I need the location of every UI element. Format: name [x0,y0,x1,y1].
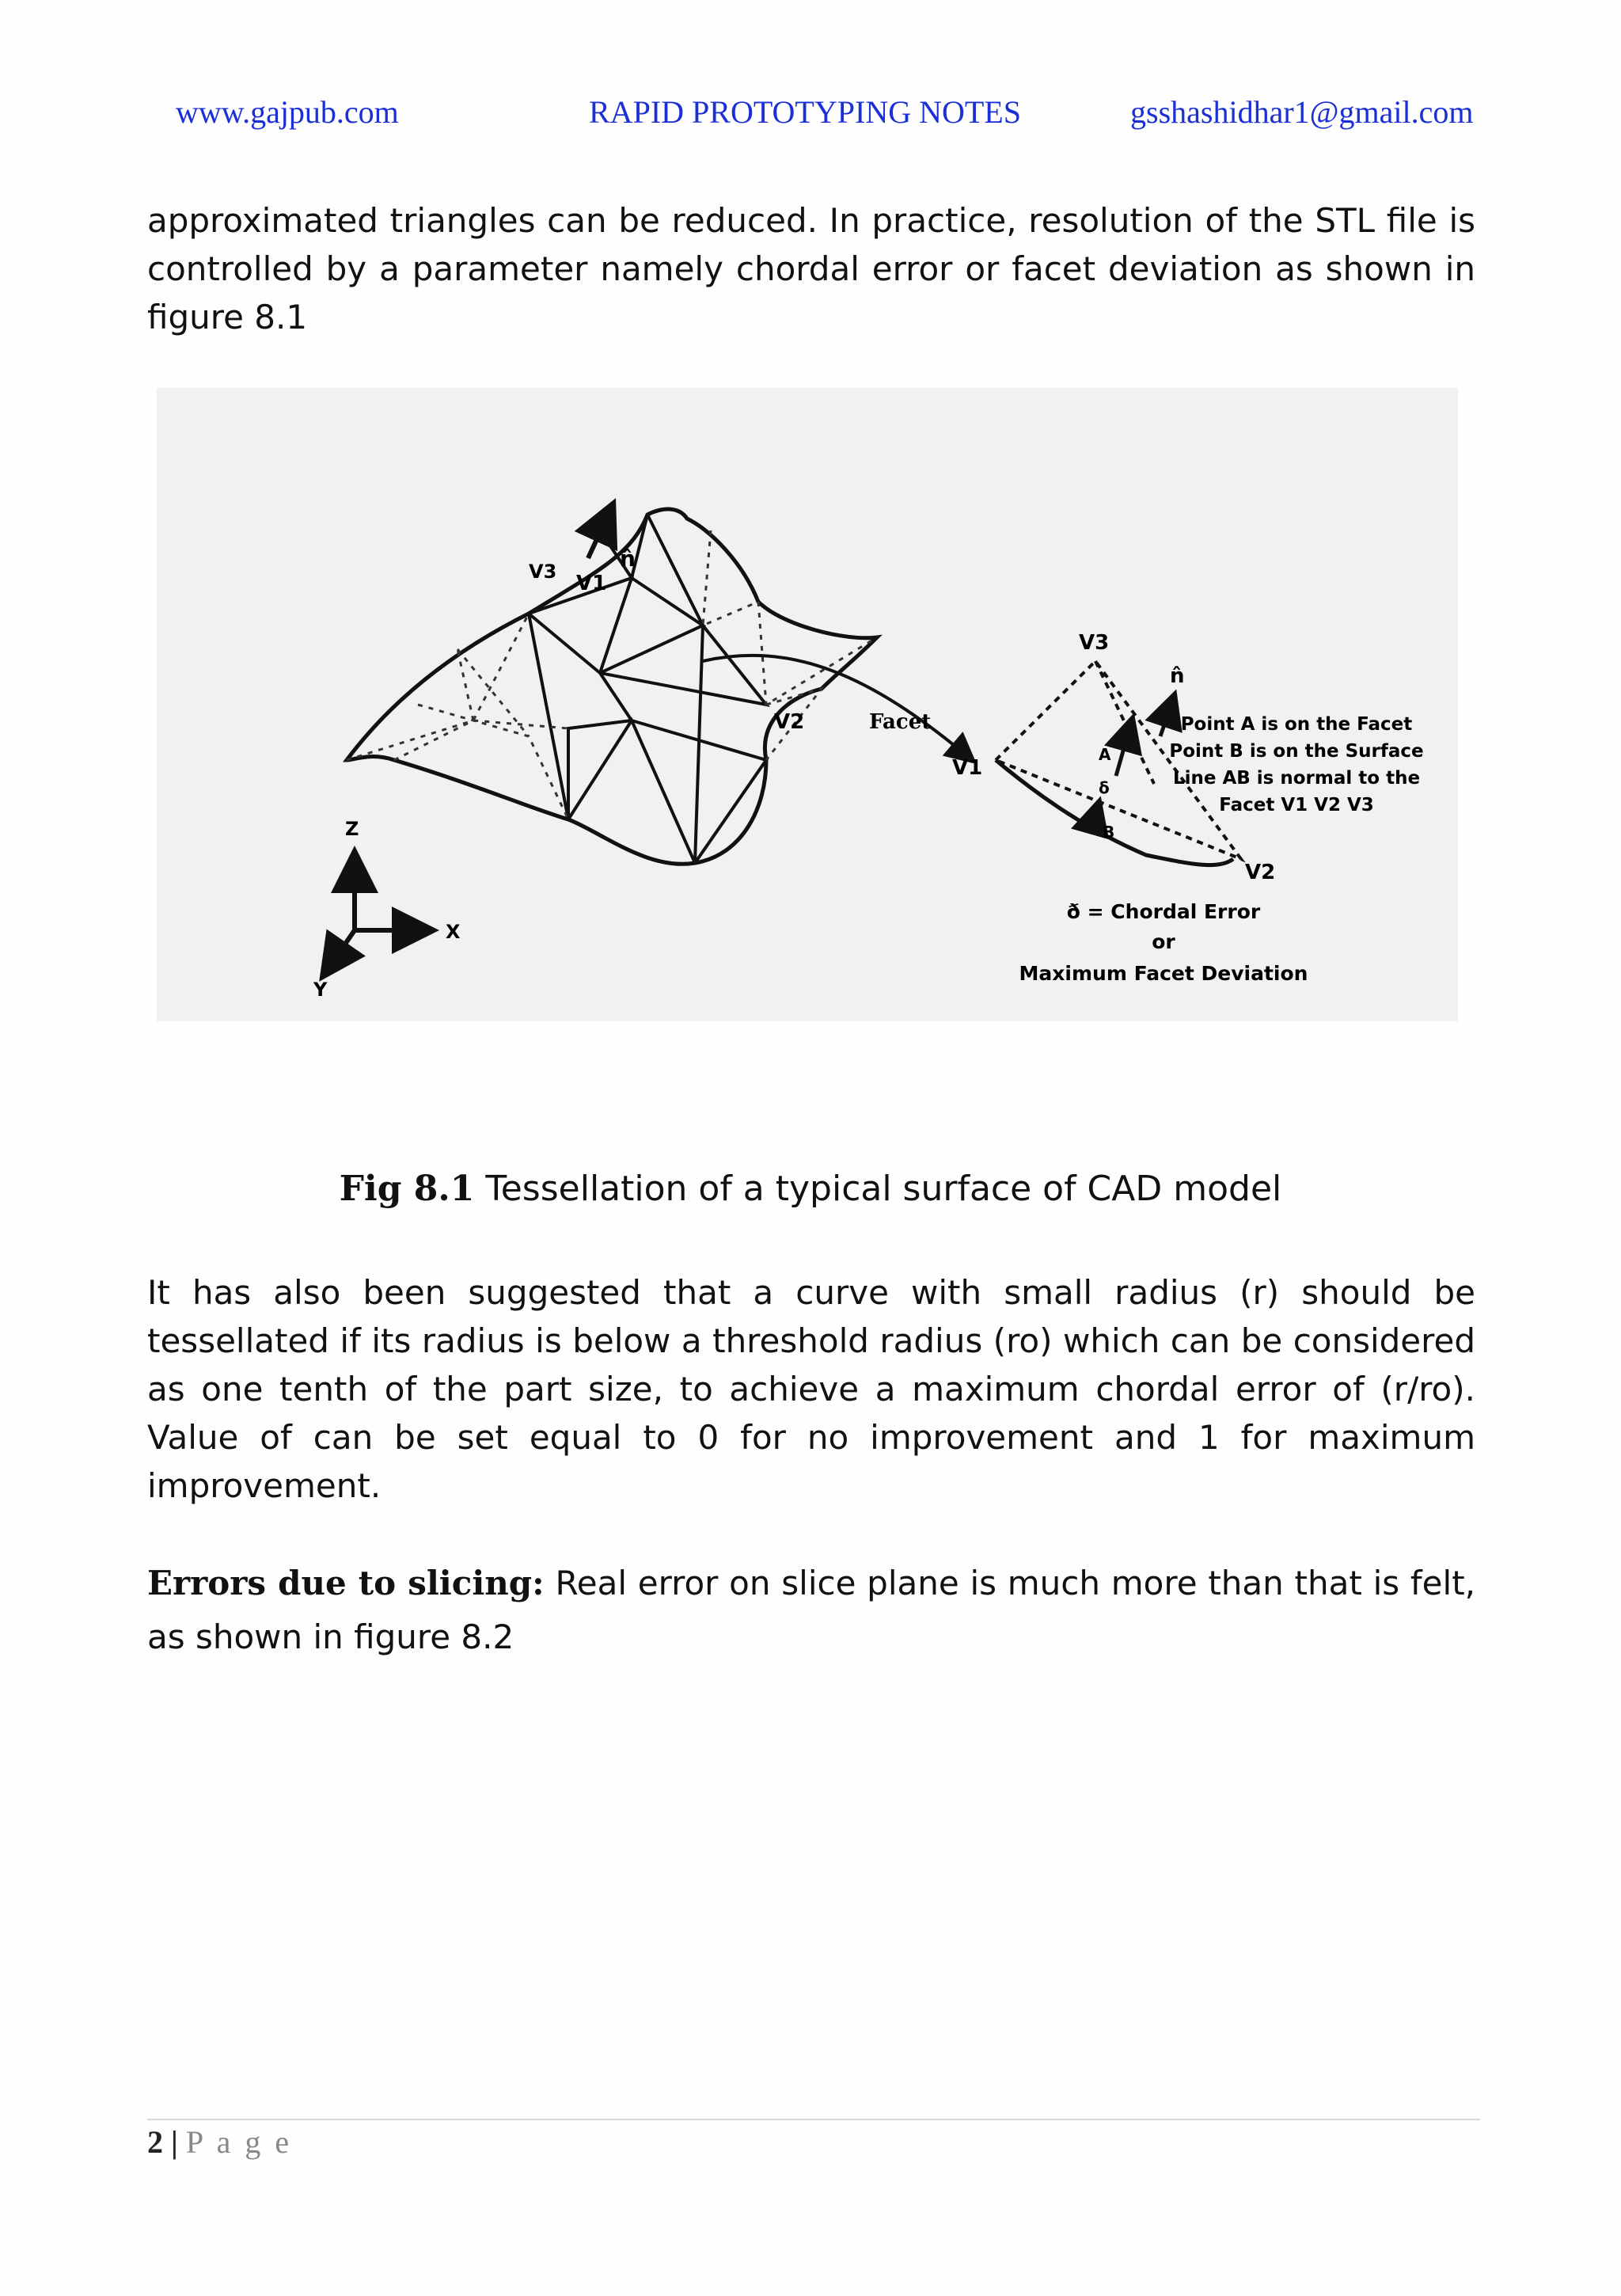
caption-label: Fig 8.1 [339,1169,475,1209]
chordal-line-1: ð = Chordal Error [1066,900,1261,923]
label-v2: V2 [1245,861,1276,884]
header-title: RAPID PROTOTYPING NOTES [589,94,1021,130]
footer-separator: | [163,2124,186,2160]
footer-divider [147,2119,1480,2120]
label-v1-surface: V1 [576,572,607,595]
figure-tessellation [157,388,1458,1021]
facet-notes [1169,714,1423,815]
label-normal-surface: n̂ [620,545,636,572]
note-line-2: Point B is on the Surface [1169,741,1424,762]
tessellation-diagram [157,388,1458,1021]
label-point-a: A [1099,745,1111,764]
slicing-text: Real error on slice plane is much more than that is felt, as shown in figure 8.2 [147,1564,1476,1656]
paragraph-slicing [147,1557,1475,1664]
label-normal: n̂ [1170,664,1185,688]
page-header [0,93,1621,141]
header-email: gsshashidhar1@gmail.com [1130,94,1474,130]
surface-outline [347,509,877,864]
label-v1: V1 [952,756,983,780]
note-line-3: Line AB is normal to the [1172,768,1421,789]
axes-icon [325,855,430,974]
label-v2-surface: V2 [774,710,805,734]
page-label: P a g e [185,2124,293,2160]
solid-mesh [529,515,766,863]
chordal-line-2: or [1152,930,1175,953]
paragraph-intro: approximated triangles can be reduced. In practice, resolution of the STL file is controlled by a parameter namely chordal error or facet deviation as shown in figure 8.1 [147,201,1475,336]
slicing-heading: Errors due to slicing: [147,1564,545,1602]
chordal-notes [1019,900,1308,985]
axis-y-label: Y [313,979,328,1001]
label-v3-surface: V3 [529,561,557,583]
label-v3: V3 [1079,631,1110,655]
caption-text: Tessellation of a typical surface of CAD model [474,1169,1282,1209]
label-delta: δ [1099,778,1110,797]
label-facet: Facet [869,710,932,734]
paragraph-threshold: It has also been suggested that a curve with small radius (r) should be tessellated if its radius is below a threshold radius (ro) which can be considered as one tenth of the part size, to achieve a maximum chordal error of (r/ro). Value of can be set equal to 0 for no improvement and 1 for maximum improvement. [147,1273,1475,1505]
page-footer [147,2123,292,2161]
chordal-line-3: Maximum Facet Deviation [1019,962,1308,985]
header-website: www.gajpub.com [176,94,399,130]
facet-arrow [703,656,972,760]
axis-z-label: Z [345,818,359,840]
label-point-b: B [1103,823,1115,842]
figure-caption [0,1165,1621,1213]
page-number: 2 [147,2124,163,2160]
note-line-1: Point A is on the Facet [1180,714,1413,735]
note-line-4: Facet V1 V2 V3 [1219,795,1374,815]
axis-x-label: X [446,921,461,943]
